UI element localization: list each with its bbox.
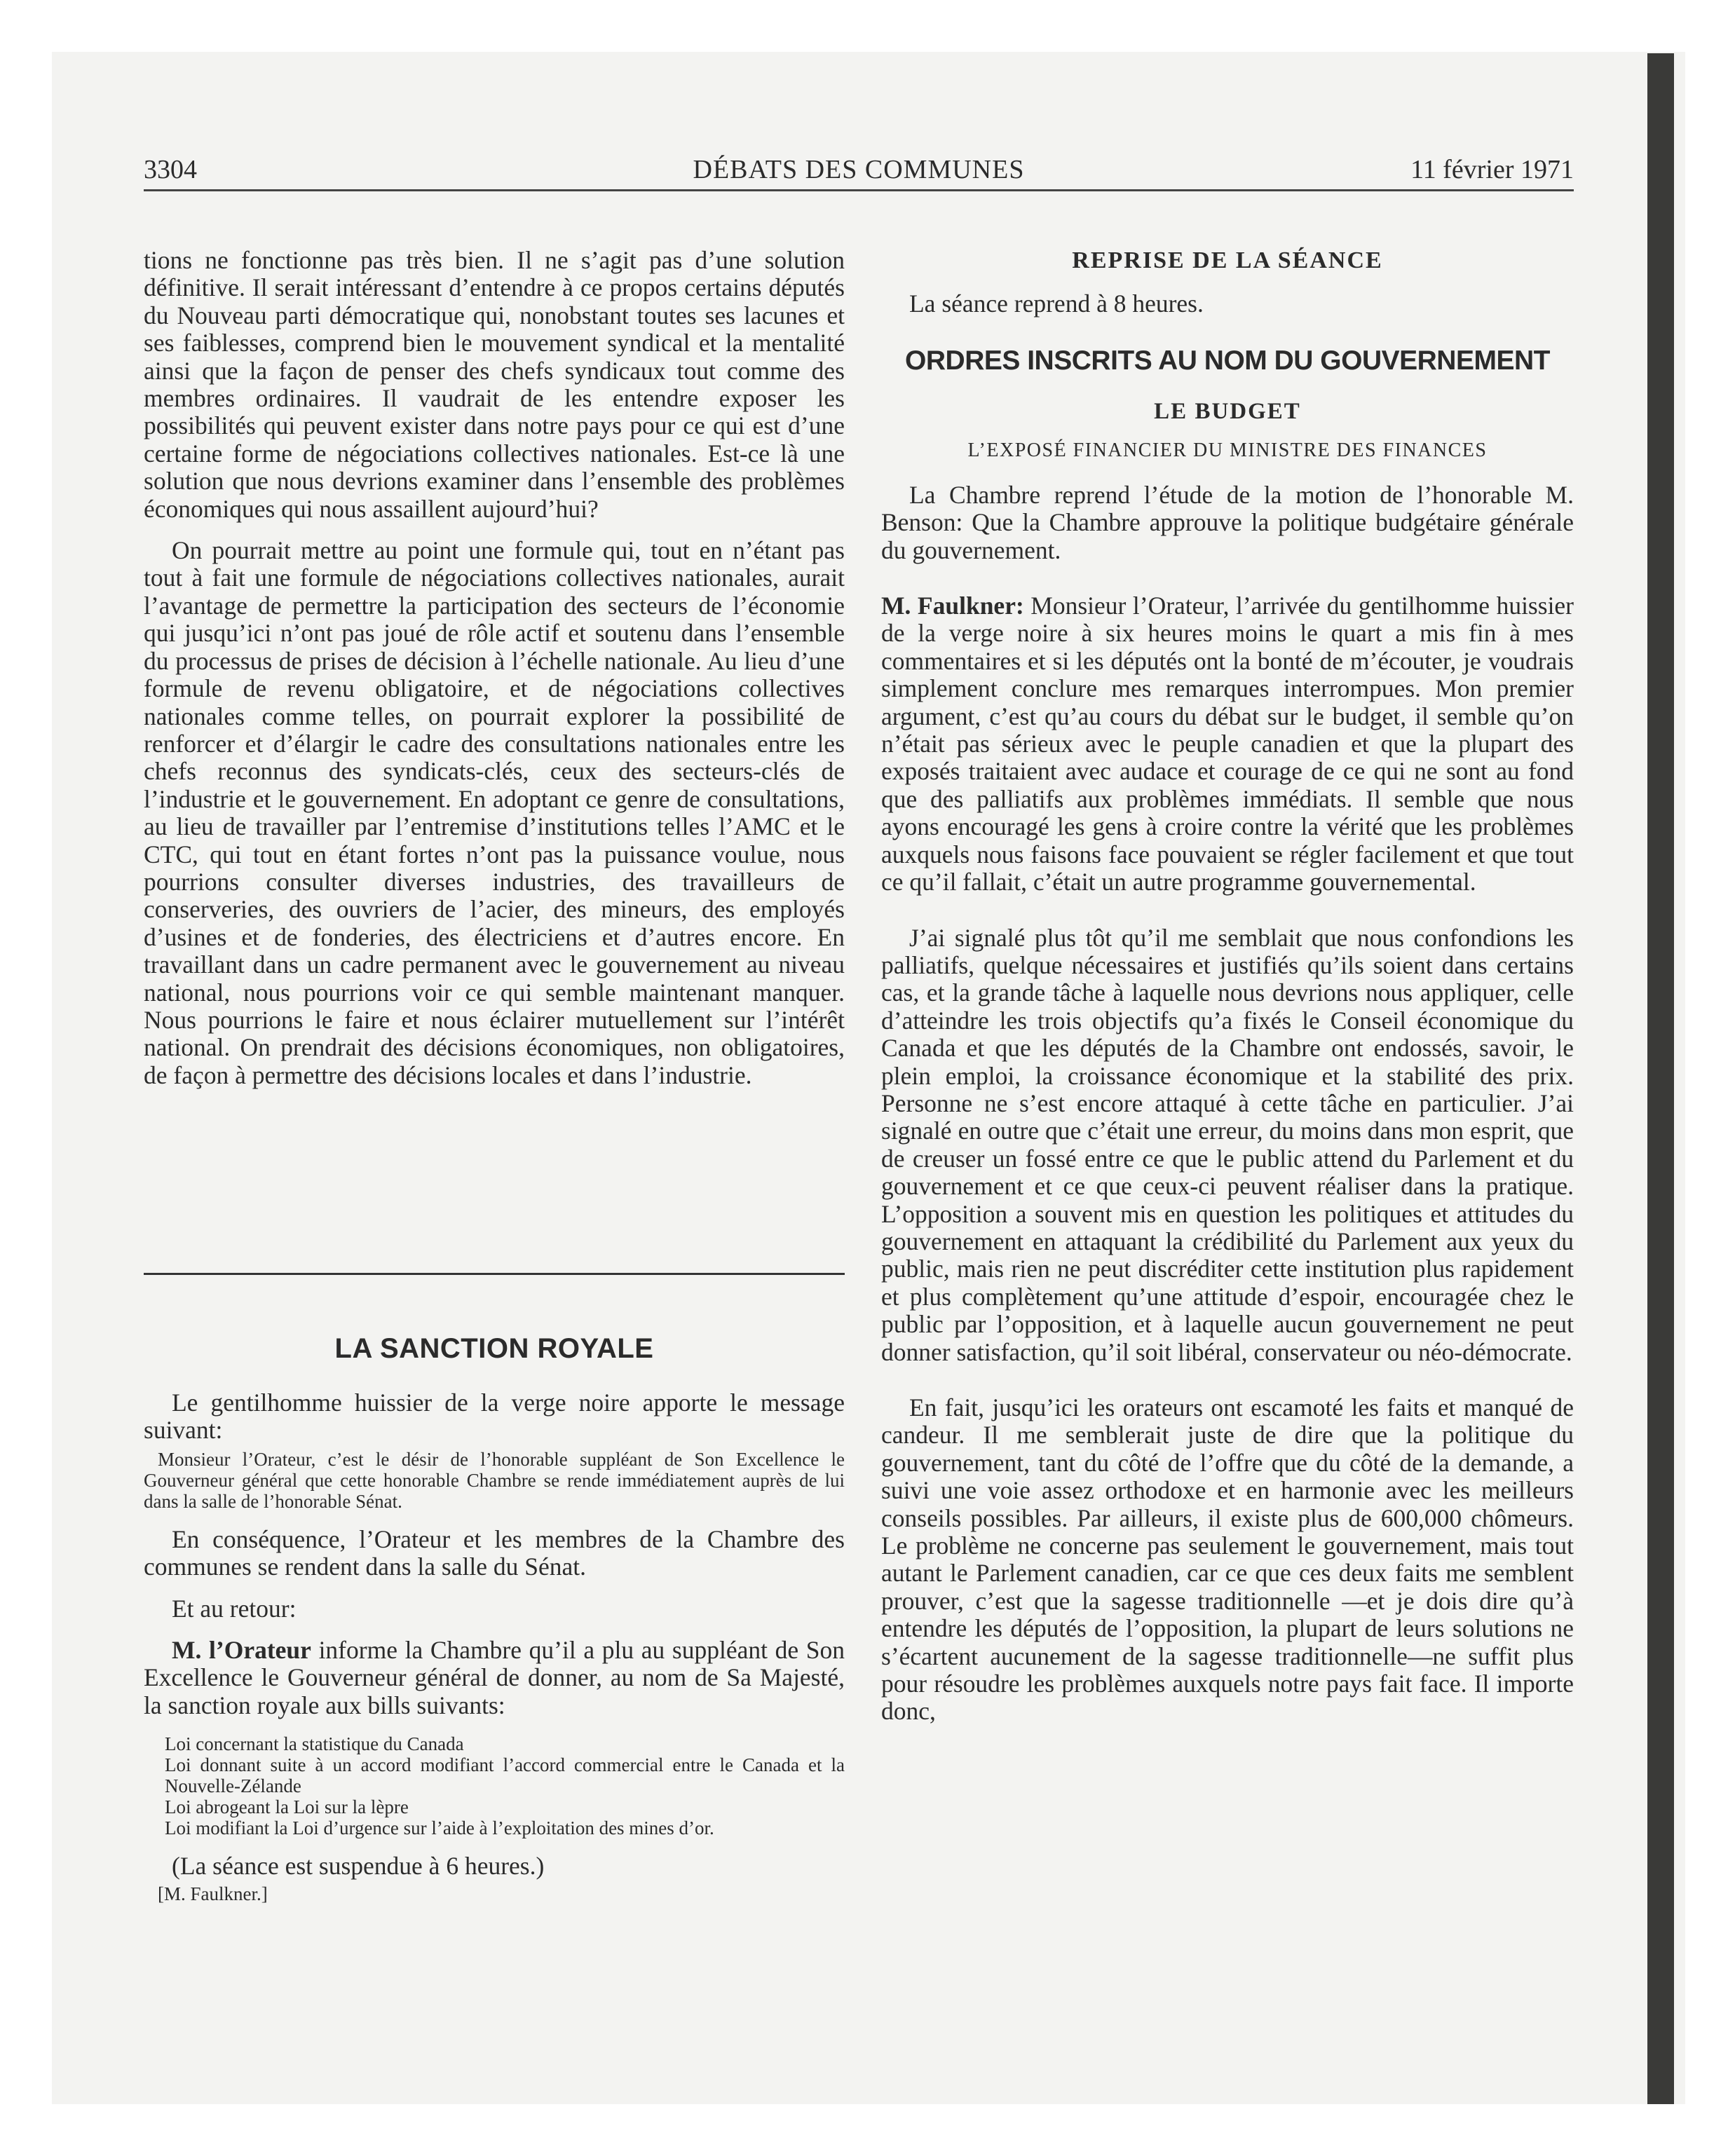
- consequence-text: En conséquence, l’Orateur et les membres de la Chambre des communes se rendent dans la salle du Sénat.: [144, 1524, 845, 1581]
- list-item: Loi donnant suite à un accord modifiant l’accord commercial entre le Canada et la Nouvelle-Zélande: [165, 1754, 845, 1797]
- scan-edge: [1647, 53, 1674, 2104]
- left-column: [144, 247, 845, 1089]
- return-text: Et au retour:: [172, 1594, 297, 1623]
- section-divider: [144, 1273, 845, 1275]
- speaker-paragraph: [144, 1637, 845, 1719]
- page-number: 3304: [144, 155, 197, 184]
- motion-text: La Chambre reprend l’étude de la motion de l’honorable M. Benson: Que la Chambre approuve la politique budgétaire générale du gouvernement.: [881, 480, 1574, 564]
- message-block: [144, 1449, 845, 1512]
- list-item: Loi abrogeant la Loi sur la lèpre: [165, 1796, 409, 1818]
- resume-heading: REPRISE DE LA SÉANCE: [1072, 247, 1383, 273]
- page-header: [144, 154, 1574, 191]
- publication-title: DÉBATS DES COMMUNES: [693, 155, 1025, 184]
- paragraph: J’ai signalé plus tôt qu’il me semblait que nous confondions les palliatifs, quelque nécessaires et justifiés qu’ils soient dans certains cas, et la grande tâche à laquelle nous devrions nous appliquer, celle d’atteindre les trois objectifs qu’a fixés le Conseil économique du Canada et que les députés de la Chambre ont endossés, savoir, le plein emploi, la croissance économique et la stabilité des prix. Personne ne s’est encore attaqué à cette tâche en particulier. J’ai signalé en outre que c’était une erreur, du moins dans mon esprit, que de creuser un fossé entre ce que le public attend du Parlement et du gouvernement et ce que ceux-ci peuvent réaliser dans la pratique. L’opposition a souvent mis en question les politiques et attitudes du gouvernement en attaquant la crédibilité du Parlement aux yeux du public, mais rien ne peut discréditer cette institution plus rapidement et plus complètement qu’une attitude d’espoir, encouragée chez le public par l’opposition, et à laquelle aucun gouvernement ne peut donner satisfaction, qu’il soit libéral, conservateur ou néo-démocrate.: [881, 923, 1574, 1366]
- list-item: Loi modifiant la Loi d’urgence sur l’aide à l’exploitation des mines d’or.: [165, 1817, 714, 1839]
- suspension-note: (La séance est suspendue à 6 heures.): [172, 1852, 545, 1881]
- resume-text: La séance reprend à 8 heures.: [909, 289, 1204, 318]
- bills-list: [144, 1733, 845, 1838]
- budget-subheading: L’EXPOSÉ FINANCIER DU MINISTRE DES FINANCES: [967, 439, 1488, 462]
- right-column: [881, 247, 1574, 1726]
- intro-text: Le gentilhomme huissier de la verge noire apporte le message suivant:: [144, 1389, 845, 1445]
- speech-text: Monsieur l’Orateur, l’arrivée du gentilhomme huissier de la verge noire à six heures moins le quart a mis fin à mes commentaires et si les députés ont la bonté de m’écouter, je voudrais simplement conclure mes remarques interrompues. Mon premier argument, c’est qu’au cours du débat sur le budget, il semble qu’on n’était pas sérieux avec le peuple canadien et que la plupart des exposés traitaient avec audace et courage de ce qui ne sont au fond que des palliatifs aux problèmes immédiats. Il semble que nous ayons encouragé les gens à croire contre la vérité que les problèmes auxquels nous faisons face pouvaient se régler facilement et que tout ce qu’il fallait, c’était un autre programme gouvernemental.: [881, 592, 1574, 896]
- paragraph: En fait, jusqu’ici les orateurs ont escamoté les faits et manqué de candeur. Il me semblerait juste de dire que la politique du gouvernement, tant du côté de l’offre que du côté de la demande, a suivi une voie assez orthodoxe et en harmonie avec les meilleurs conseils possibles. Par ailleurs, il existe plus de 600,000 chômeurs. Le problème ne concerne pas seulement le gouvernement, mais tout autant le Parlement canadien, car ce que ces deux faits me semblent prouver, c’est que la sagesse traditionnelle —et je dois dire qu’à entendre les députés de l’opposition, la plupart de leurs solutions ne s’écartent aucunement de la sagesse traditionnelle—ne suffit plus pour résoudre les problèmes auxquels notre pays fait face. Il importe donc,: [881, 1393, 1574, 1726]
- section-heading: LA SANCTION ROYALE: [334, 1333, 654, 1364]
- attribution-block: [144, 1883, 845, 1904]
- speaker-text: informe la Chambre qu’il a plu au suppléant de Son Excellence le Gouverneur général de donner, au nom de Sa Majesté, la sanction royale aux bills suivants:: [144, 1636, 845, 1719]
- paragraph: On pourrait mettre au point une formule qui, tout en n’étant pas tout à fait une formule de négociations collectives nationales, aurait l’avantage de permettre la participation des secteurs de l’économie qui jusqu’ici n’ont pas joué de rôle actif et soutenu dans l’ensemble du processus de prises de décision à l’échelle nationale. Au lieu d’une formule de revenu obligatoire, et de négociations collectives nationales comme telles, on pourrait explorer la possibilité de renforcer et d’élargir le cadre des consultations nationales entre les chefs reconnus des syndicats-clés, ceux des secteurs-clés de l’industrie et le gouvernement. En adoptant ce genre de consultations, au lieu de travailler par l’entremise d’institutions telles l’AMC et le CTC, qui tout en étant fortes n’ont pas la puissance voulue, nous pourrions consulter diverses industries, des travailleurs de conserveries, des ouvriers de l’acier, des mineurs, des employés d’usines et de fonderies, des électriciens et d’autres encore. En travaillant dans un cadre permanent avec le gouvernement au niveau national, nous pourrions voir ce qui semble maintenant manquer. Nous pourrions le faire et nous éclairer mutuellement sur l’intérêt national. On prendrait des décisions économiques, non obligatoires, de façon à permettre des décisions locales et dans l’industrie.: [144, 536, 845, 1089]
- budget-heading: LE BUDGET: [1154, 399, 1301, 425]
- attribution: [M. Faulkner.]: [158, 1883, 268, 1904]
- list-item: Loi concernant la statistique du Canada: [165, 1733, 464, 1755]
- issue-date: 11 février 1971: [1410, 155, 1574, 184]
- orders-heading: ORDRES INSCRITS AU NOM DU GOUVERNEMENT: [905, 346, 1550, 376]
- speaker-name: M. Faulkner:: [881, 592, 1024, 620]
- speech-paragraph: [881, 592, 1574, 896]
- message-text: Monsieur l’Orateur, c’est le désir de l’honorable suppléant de Son Excellence le Gouverneur général que cette honorable Chambre se rende immédiatement auprès de lui dans la salle de l’honorable Sénat.: [144, 1448, 845, 1512]
- royal-assent-section: [144, 1332, 845, 1904]
- paragraph: tions ne fonctionne pas très bien. Il ne s’agit pas d’une solution définitive. Il serait intéressant d’entendre à ce propos certains députés du Nouveau parti démocratique qui, nonobstant toutes ses lacunes et ses faiblesses, comprend bien le mouvement syndical et la mentalité ainsi que la façon de penser des chefs syndicaux tout comme des membres ordinaires. Il vaudrait de les entendre exposer les possibilités qui peuvent exister dans notre pays pour ce qui est d’une certaine forme de négociations collectives nationales. Est-ce là une solution que nous devrions examiner dans l’ensemble des problèmes économiques qui nous assaillent aujourd’hui?: [144, 246, 845, 523]
- speaker-name: M. l’Orateur: [172, 1636, 311, 1665]
